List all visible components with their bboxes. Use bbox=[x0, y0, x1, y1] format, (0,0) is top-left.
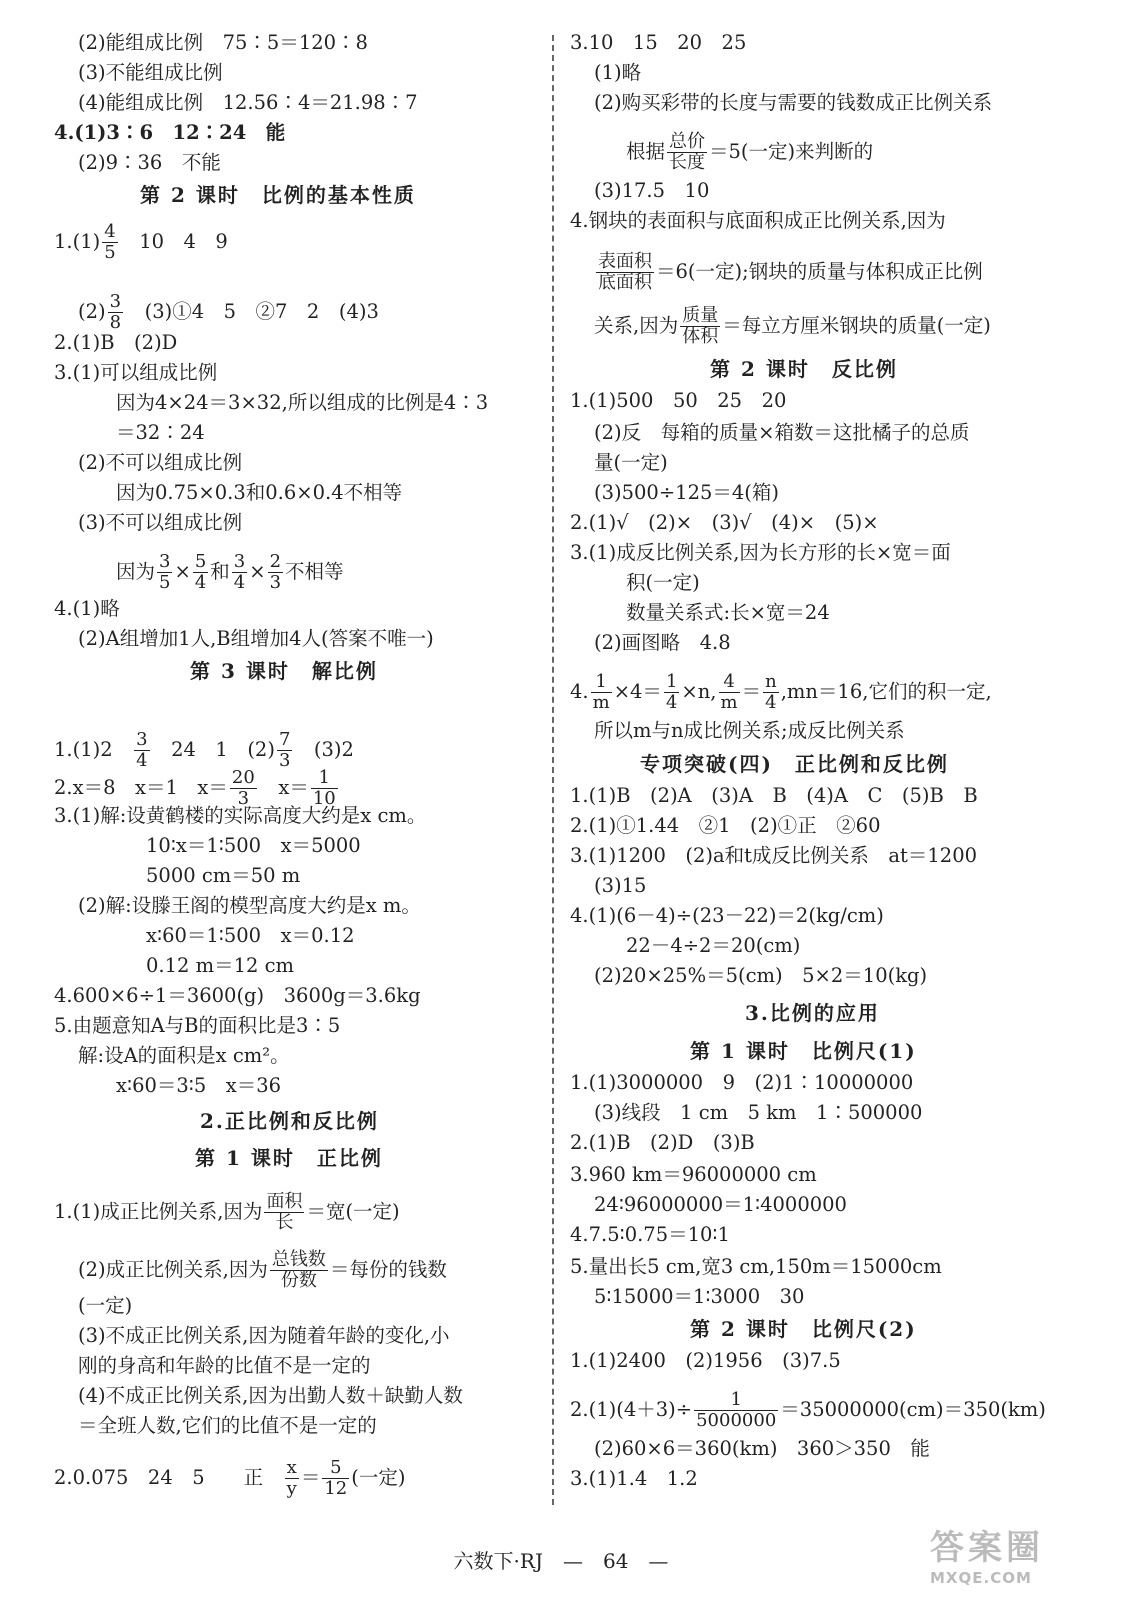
fraction bbox=[193, 552, 208, 593]
text: ×4＝ bbox=[613, 680, 662, 703]
fraction bbox=[667, 132, 707, 173]
answer-line bbox=[570, 1390, 1046, 1431]
denominator: 长度 bbox=[669, 152, 706, 173]
answer-line bbox=[54, 1192, 400, 1233]
denominator: 4 bbox=[194, 572, 207, 593]
numerator: 3 bbox=[159, 551, 171, 572]
fraction bbox=[268, 552, 283, 593]
answer-line: (2)解:设滕王阁的模型高度大约是x m。 bbox=[78, 894, 421, 917]
answer-line: 量(一定) bbox=[594, 451, 668, 474]
text: 2.x＝8 x＝1 x＝ bbox=[54, 776, 228, 799]
watermark-title: 答案圈 bbox=[930, 1528, 1044, 1568]
answer-line: x∶60＝3∶5 x＝36 bbox=[116, 1074, 282, 1097]
answer-line: 解:设A的面积是x cm²。 bbox=[78, 1044, 290, 1067]
answer-line: 2.(1)①1.44 ②1 (2)①正 ②60 bbox=[570, 814, 881, 837]
fraction bbox=[277, 730, 292, 771]
answer-line: (3)15 bbox=[594, 874, 647, 897]
answer-line: x∶60＝1∶500 x＝0.12 bbox=[146, 924, 355, 947]
fraction bbox=[134, 730, 149, 771]
text: (一定) bbox=[351, 1466, 406, 1489]
denominator: 5 bbox=[104, 242, 116, 263]
text: 24 1 (2) bbox=[151, 738, 275, 761]
answer-line: (3)17.5 10 bbox=[594, 179, 710, 202]
numerator: 4 bbox=[719, 672, 740, 693]
denominator: m bbox=[592, 692, 610, 713]
denominator: 8 bbox=[109, 312, 122, 333]
answer-line: (4)能组成比例 12.56∶4＝21.98∶7 bbox=[78, 91, 418, 114]
answer-line: 1.(1)2400 (2)1956 (3)7.5 bbox=[570, 1349, 841, 1372]
page-footer: 六数下·RJ — 64 — bbox=[453, 1549, 669, 1573]
answer-line: 10∶x＝1∶500 x＝5000 bbox=[146, 834, 361, 857]
answer-line: (2)9∶36 不能 bbox=[78, 151, 221, 174]
text: ＝5(一定)来判断的 bbox=[709, 140, 874, 163]
fraction bbox=[664, 672, 679, 713]
answer-line: 3.(1)1200 (2)a和t成反比例关系 at＝1200 bbox=[570, 844, 978, 867]
text: 4. bbox=[570, 680, 589, 703]
answer-line: ＝32∶24 bbox=[116, 421, 205, 444]
numerator: 1 bbox=[665, 671, 678, 692]
text: 和 bbox=[210, 560, 230, 583]
numerator: 1 bbox=[694, 1390, 778, 1411]
numerator: 4 bbox=[104, 221, 116, 242]
answer-line: 3.(1)成反比例关系,因为长方形的长×宽＝面 bbox=[570, 541, 951, 564]
watermark-logo bbox=[930, 1520, 1105, 1590]
text: ×n, bbox=[681, 680, 717, 703]
answer-line bbox=[116, 552, 344, 593]
text: ＝6(一定);钢块的质量与体积成正比例 bbox=[656, 260, 983, 283]
denominator: 4 bbox=[765, 692, 777, 713]
answer-line: 数量关系式:长×宽＝24 bbox=[626, 601, 830, 624]
fraction bbox=[264, 1192, 304, 1233]
text: ＝35000000(cm)＝350(km) bbox=[780, 1398, 1046, 1421]
denominator: 5000000 bbox=[696, 1410, 777, 1431]
fraction bbox=[596, 252, 654, 293]
answer-line: (3)线段 1 cm 5 km 1∶500000 bbox=[594, 1101, 923, 1124]
answer-line: (2)A组增加1人,B组增加4人(答案不唯一) bbox=[78, 627, 434, 650]
denominator: 5 bbox=[159, 572, 171, 593]
answer-line: 1.(1)500 50 25 20 bbox=[570, 389, 787, 412]
numerator: 总价 bbox=[669, 131, 706, 152]
text: (3)2 bbox=[294, 738, 354, 761]
denominator: 3 bbox=[278, 750, 291, 771]
text: 关系,因为 bbox=[594, 314, 679, 337]
answer-line: 4.钢块的表面积与底面积成正比例关系,因为 bbox=[570, 209, 946, 232]
answer-line: 4.600×6÷1＝3600(g) 3600g＝3.6kg bbox=[54, 984, 421, 1007]
denominator: 份数 bbox=[280, 1270, 317, 1291]
section-heading: 第 1 课时 正比例 bbox=[195, 1146, 383, 1170]
answer-line: 因为4×24＝3×32,所以组成的比例是4∶3 bbox=[116, 391, 489, 414]
numerator: 质量 bbox=[682, 305, 719, 326]
numerator: 5 bbox=[194, 551, 207, 572]
text: × bbox=[249, 560, 266, 583]
text: 根据 bbox=[626, 140, 666, 163]
section-heading: 专项突破(四) 正比例和反比例 bbox=[640, 752, 949, 776]
section-heading: 2.正比例和反比例 bbox=[200, 1109, 379, 1133]
numerator: 总钱数 bbox=[271, 1249, 326, 1270]
text: 10 4 9 bbox=[139, 230, 228, 253]
answer-line: 积(一定) bbox=[626, 571, 700, 594]
answer-line: 4.(1)略 bbox=[54, 597, 120, 620]
answer-line: 5∶15000＝1∶3000 30 bbox=[594, 1285, 805, 1308]
denominator: 4 bbox=[136, 750, 148, 771]
answer-line: (2)购买彩带的长度与需要的钱数成正比例关系 bbox=[594, 91, 993, 114]
answer-line: 5.由题意知A与B的面积比是3∶5 bbox=[54, 1014, 341, 1037]
text: ＝每份的钱数 bbox=[329, 1258, 447, 1281]
text: x＝ bbox=[258, 776, 309, 799]
denominator: 3 bbox=[237, 788, 250, 809]
answer-line: 3.960 km＝96000000 cm bbox=[570, 1163, 817, 1186]
fraction bbox=[232, 552, 247, 593]
answer-line: 因为0.75×0.3和0.6×0.4不相等 bbox=[116, 481, 403, 504]
fraction bbox=[322, 1458, 349, 1499]
answer-line: 4.(1)(6－4)÷(23－22)＝2(kg/cm) bbox=[570, 904, 884, 927]
fraction bbox=[157, 552, 172, 593]
text: 因为 bbox=[116, 560, 156, 583]
answer-line bbox=[54, 222, 228, 263]
answer-line: 2.(1)B (2)D bbox=[54, 331, 178, 354]
text: (3)①4 5 ②7 2 (4)3 bbox=[144, 300, 379, 323]
answer-line: 0.12 m＝12 cm bbox=[146, 954, 295, 977]
answer-line bbox=[626, 132, 873, 173]
text: 2.(1)(4＋3)÷ bbox=[570, 1398, 693, 1421]
numerator: 1 bbox=[311, 768, 338, 789]
section-heading: 第 2 课时 比例的基本性质 bbox=[140, 183, 416, 207]
answer-line bbox=[594, 306, 991, 347]
text: ＝ bbox=[300, 1466, 321, 1489]
fraction bbox=[719, 672, 740, 713]
section-heading: 第 1 课时 比例尺(1) bbox=[690, 1039, 917, 1063]
fraction bbox=[270, 1250, 328, 1291]
section-heading: 第 3 课时 解比例 bbox=[190, 659, 378, 683]
text: 不相等 bbox=[285, 560, 344, 583]
answer-line: (2)能组成比例 75∶5＝120∶8 bbox=[78, 31, 368, 54]
denominator: 4 bbox=[665, 692, 678, 713]
numerator: 7 bbox=[278, 729, 291, 750]
answer-line: 22－4÷2＝20(cm) bbox=[626, 934, 801, 957]
answer-line: (2)20×25%＝5(cm) 5×2＝10(kg) bbox=[594, 964, 928, 987]
numerator: 3 bbox=[233, 551, 246, 572]
denominator: 体积 bbox=[682, 326, 719, 347]
answer-line bbox=[594, 252, 983, 293]
fraction bbox=[694, 1390, 778, 1431]
numerator: 表面积 bbox=[598, 251, 652, 272]
answer-line: (3)不能组成比例 bbox=[78, 61, 223, 84]
answer-line: (3)不可以组成比例 bbox=[78, 511, 243, 534]
answer-line: 刚的身高和年龄的比值不是一定的 bbox=[78, 1354, 371, 1377]
answer-line: 3.(1)可以组成比例 bbox=[54, 361, 218, 384]
answer-line bbox=[78, 1250, 447, 1291]
text: (2)成正比例关系,因为 bbox=[78, 1258, 268, 1281]
answer-line bbox=[78, 292, 379, 333]
answer-line: 2.(1)√ (2)× (3)√ (4)× (5)× bbox=[570, 511, 879, 534]
answer-line: 所以m与n成比例关系;成反比例关系 bbox=[594, 719, 905, 742]
denominator: y bbox=[286, 1478, 297, 1499]
answer-line bbox=[570, 672, 992, 713]
section-heading: 第 2 课时 反比例 bbox=[710, 357, 898, 381]
answer-line: ＝全班人数,它们的比值不是一定的 bbox=[78, 1414, 377, 1437]
section-heading: 3.比例的应用 bbox=[745, 1001, 880, 1025]
fraction bbox=[102, 222, 117, 263]
text: ＝ bbox=[741, 680, 762, 703]
answer-line: (1)略 bbox=[594, 61, 642, 84]
answer-line: (2)画图略 4.8 bbox=[594, 631, 731, 654]
text: 2.0.075 24 5 正 bbox=[54, 1466, 283, 1489]
answer-line: 5.量出长5 cm,宽3 cm,150m＝15000cm bbox=[570, 1255, 942, 1278]
answer-line: 5000 cm＝50 m bbox=[146, 864, 301, 887]
answer-line: (2)不可以组成比例 bbox=[78, 451, 243, 474]
answer-line: 1.(1)B (2)A (3)A B (4)A C (5)B B bbox=[570, 784, 978, 807]
numerator: 1 bbox=[591, 672, 612, 693]
answer-line: 3.10 15 20 25 bbox=[570, 31, 747, 54]
text: ＝宽(一定) bbox=[306, 1200, 400, 1223]
numerator: 20 bbox=[231, 767, 255, 788]
answer-line: (2)反 每箱的质量×箱数＝这批橘子的总质 bbox=[594, 421, 970, 444]
answer-line: 2.(1)B (2)D (3)B bbox=[570, 1131, 755, 1154]
answer-line: (2)60×6＝360(km) 360＞350 能 bbox=[594, 1437, 930, 1460]
answer-line: (3)500÷125＝4(箱) bbox=[594, 481, 780, 504]
denominator: 底面积 bbox=[598, 272, 652, 293]
text: 1.(1) bbox=[54, 230, 101, 253]
answer-line: 1.(1)3000000 9 (2)1∶10000000 bbox=[570, 1071, 914, 1094]
denominator: m bbox=[720, 692, 738, 713]
denominator: 10 bbox=[312, 788, 336, 809]
fraction bbox=[763, 672, 779, 713]
text: (2) bbox=[78, 300, 106, 323]
denominator: 4 bbox=[233, 572, 246, 593]
denominator: 长 bbox=[275, 1212, 294, 1233]
column-divider bbox=[552, 35, 554, 1505]
section-heading: 第 2 课时 比例尺(2) bbox=[690, 1317, 917, 1341]
numerator: 5 bbox=[322, 1458, 349, 1479]
text: ,mn＝16,它们的积一定, bbox=[780, 680, 992, 703]
denominator: 12 bbox=[324, 1478, 348, 1499]
answer-line: 24∶96000000＝1∶4000000 bbox=[594, 1193, 847, 1216]
text: ＝每立方厘米钢块的质量(一定) bbox=[722, 314, 991, 337]
text: 1.(1)2 bbox=[54, 738, 133, 761]
fraction bbox=[285, 1458, 299, 1499]
answer-line: 3.(1)解:设黄鹤楼的实际高度大约是x cm。 bbox=[54, 804, 427, 827]
answer-line: 4.7.5∶0.75＝10∶1 bbox=[570, 1223, 730, 1246]
denominator: 3 bbox=[269, 572, 282, 593]
answer-line: (一定) bbox=[78, 1294, 133, 1317]
answer-line: (3)不成正比例关系,因为随着年龄的变化,小 bbox=[78, 1324, 450, 1347]
numerator: x bbox=[285, 1458, 299, 1479]
numerator: 3 bbox=[109, 291, 122, 312]
fraction bbox=[591, 672, 612, 713]
numerator: 3 bbox=[136, 729, 148, 750]
fraction bbox=[108, 292, 123, 333]
numerator: n bbox=[765, 671, 777, 692]
watermark-url: MXQE.COM bbox=[930, 1569, 1032, 1587]
fraction bbox=[680, 306, 720, 347]
numerator: 面积 bbox=[266, 1191, 303, 1212]
numerator: 2 bbox=[269, 551, 282, 572]
answer-line bbox=[54, 730, 354, 771]
answer-line: (4)不成正比例关系,因为出勤人数＋缺勤人数 bbox=[78, 1384, 463, 1407]
answer-line bbox=[54, 1458, 405, 1499]
text: 1.(1)成正比例关系,因为 bbox=[54, 1200, 263, 1223]
answer-line: 3.(1)1.4 1.2 bbox=[570, 1467, 698, 1490]
answer-line: 4.(1)3∶6 12∶24 能 bbox=[54, 121, 286, 144]
text: × bbox=[174, 560, 191, 583]
